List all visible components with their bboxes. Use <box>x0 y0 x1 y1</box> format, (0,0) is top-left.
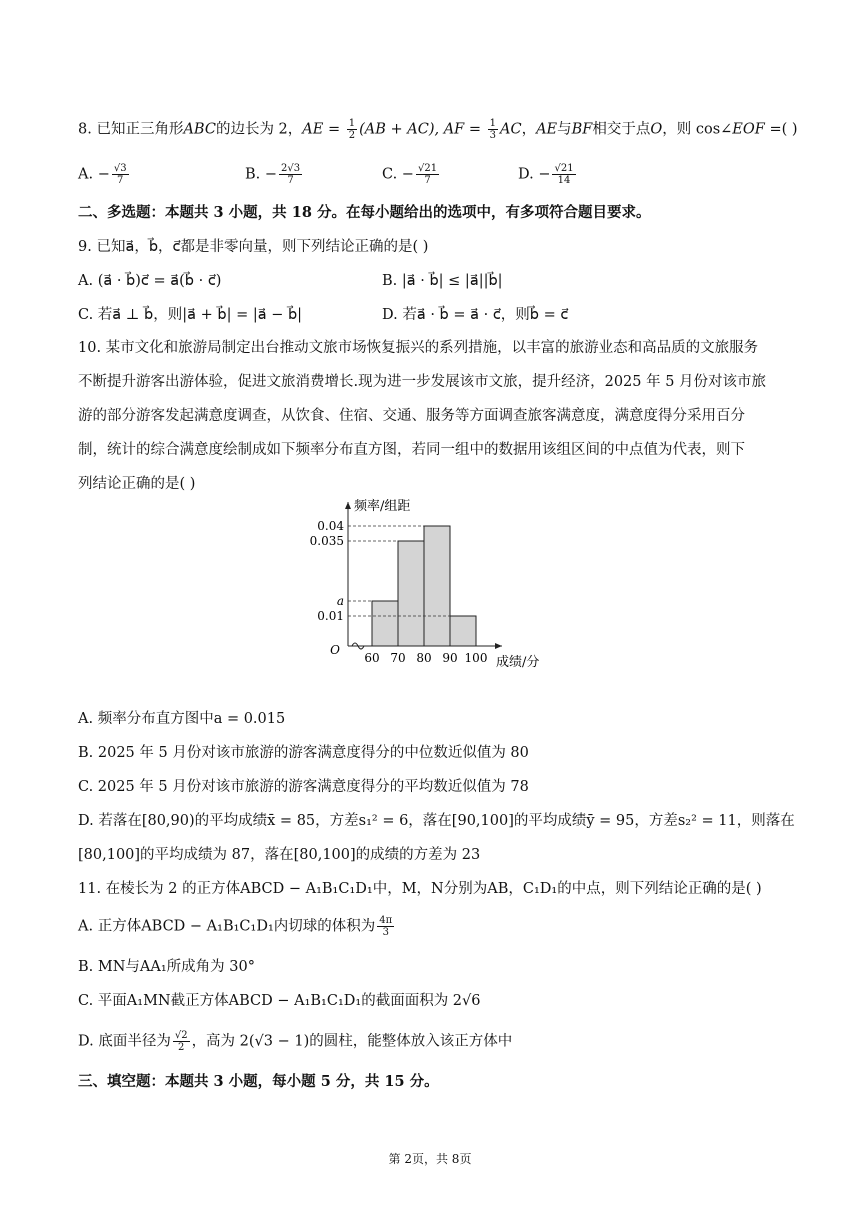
y-tick-label: 0.01 <box>317 609 344 623</box>
q8-text: 的边长为 2， <box>215 121 303 138</box>
frac-den: 3 <box>489 130 496 141</box>
q8-stem <box>78 118 798 141</box>
q9-option-a[interactable]: A. (a⃗ · b⃗)c⃗ = a⃗(b⃗ · c⃗) <box>78 273 222 289</box>
frac-den: 2 <box>178 1042 185 1053</box>
q11-option-a[interactable] <box>78 915 396 938</box>
x-tick-label: 80 <box>416 651 432 665</box>
frac-den: 7 <box>117 175 124 186</box>
q8-fraction <box>488 118 498 141</box>
q8-text: 相交于点 <box>592 121 651 138</box>
q8-text: ， <box>521 121 537 138</box>
frac-den: 7 <box>287 175 294 186</box>
q10-option-d-continued: [80,100]的平均成绩为 87，落在[80,100]的成绩的方差为 23 <box>78 847 481 863</box>
q8-math: (AB + AC), AF = <box>359 121 486 138</box>
q11-option-c[interactable]: C. 平面A₁MN截正方体ABCD − A₁B₁C₁D₁的截面面积为 2√6 <box>78 993 481 1009</box>
q9-option-c[interactable]: C. 若a⃗ ⊥ b⃗，则|a⃗ + b⃗| = |a⃗ − b⃗| <box>78 307 303 323</box>
option-label: C. − <box>382 166 414 183</box>
q8-math: AE = <box>302 121 345 138</box>
frac-num: √21 <box>554 163 574 174</box>
frac-num: 2√3 <box>281 163 301 174</box>
q8-option-d[interactable] <box>518 163 578 186</box>
frac-num: 1 <box>348 118 356 129</box>
option-text: ，高为 2(√3 − 1)的圆柱，能整体放入该正方体中 <box>191 1033 513 1050</box>
x-tick-label: 90 <box>442 651 458 665</box>
x-tick-label: 70 <box>390 651 406 665</box>
q10-option-c[interactable]: C. 2025 年 5 月份对该市旅游的游客满意度得分的平均数近似值为 78 <box>78 779 529 795</box>
q9-option-d[interactable]: D. 若a⃗ · b⃗ = a⃗ · c⃗，则b⃗ = c⃗ <box>382 307 569 323</box>
option-label: D. − <box>518 166 551 183</box>
option-fraction <box>173 1030 190 1053</box>
q8-math: ABC <box>183 121 216 138</box>
frac-den: 2 <box>348 130 356 141</box>
q8-text: ，则 cos∠ <box>662 121 733 138</box>
q8-math: O <box>650 121 663 138</box>
option-label: A. − <box>78 166 110 183</box>
option-fraction <box>377 915 394 938</box>
q11-stem: 11. 在棱长为 2 的正方体ABCD − A₁B₁C₁D₁中，M，N分别为AB，C₁D₁的中点，则下列结论正确的是( ) <box>78 881 762 897</box>
option-label: B. − <box>245 166 278 183</box>
origin-label: O <box>330 643 340 657</box>
q8-text: 与 <box>557 121 572 138</box>
y-axis-title: 频率/组距 <box>354 499 411 514</box>
q8-option-b[interactable] <box>245 163 304 186</box>
option-fraction <box>279 163 302 186</box>
histogram-bar <box>372 601 398 646</box>
section-3-heading: 三、填空题：本题共 3 小题，每小题 5 分，共 15 分。 <box>78 1073 439 1090</box>
q11-option-b[interactable]: B. MN与AA₁所成角为 30° <box>78 959 255 975</box>
q10-stem-line-2: 不断提升游客出游体验，促进文旅消费增长.现为进一步发展该市文旅，提升经济，2025 年 5 月份对该市旅 <box>78 374 767 390</box>
q8-fraction <box>347 118 357 141</box>
q8-math: BF <box>571 121 593 138</box>
q8-text: 8. 已知正三角形 <box>78 121 184 138</box>
histogram-bar <box>450 616 476 646</box>
q10-stem-line-5: 列结论正确的是( ) <box>78 476 196 492</box>
option-fraction <box>552 163 575 186</box>
q11-option-d[interactable] <box>78 1030 512 1053</box>
option-text: D. 底面半径为 <box>78 1033 171 1050</box>
q10-stem-line-1: 10. 某市文化和旅游局制定出台推动文旅市场恢复振兴的系列措施，以丰富的旅游业态和高品质的文旅服务 <box>78 340 759 356</box>
q8-math: EOF <box>732 121 765 138</box>
q8-text: =( ) <box>764 121 798 138</box>
y-tick-label: 0.035 <box>309 534 344 548</box>
q9-option-b[interactable]: B. |a⃗ · b⃗| ≤ |a⃗||b⃗| <box>382 273 503 289</box>
histogram-bar <box>424 526 450 646</box>
y-axis-arrow <box>345 502 351 509</box>
x-tick-label: 100 <box>464 651 488 665</box>
x-tick-label: 60 <box>364 651 380 665</box>
q8-math: AC <box>499 121 522 138</box>
page-footer: 第 2页，共 8页 <box>388 1152 472 1166</box>
x-axis-arrow <box>495 643 502 649</box>
y-tick-label: a <box>336 594 344 608</box>
q10-option-a[interactable]: A. 频率分布直方图中a = 0.015 <box>78 711 286 727</box>
frac-num: 1 <box>489 118 496 129</box>
q10-stem-line-4: 制，统计的综合满意度绘制成如下频率分布直方图，若同一组中的数据用该组区间的中点值为代表，则下 <box>78 442 745 458</box>
frac-num: √21 <box>417 163 438 174</box>
frac-num: 4π <box>379 915 393 926</box>
q10-stem-line-3: 游的部分游客发起满意度调查，从饮食、住宿、交通、服务等方面调查旅客满意度，满意度得分采用百分 <box>78 408 745 424</box>
q10-option-b[interactable]: B. 2025 年 5 月份对该市旅游的游客满意度得分的中位数近似值为 80 <box>78 745 529 761</box>
option-fraction <box>112 163 129 186</box>
q10-option-d[interactable]: D. 若落在[80,90)的平均成绩x̄ = 85，方差s₁² = 6，落在[90,100]的平均成绩ȳ = 95，方差s₂² = 11，则落在 <box>78 813 795 829</box>
frequency-histogram <box>290 490 580 680</box>
q8-option-c[interactable] <box>382 163 441 186</box>
frac-den: 7 <box>424 175 431 186</box>
y-tick-label: 0.04 <box>317 519 344 533</box>
frac-num: √2 <box>174 1030 188 1041</box>
histogram-bar <box>398 541 424 646</box>
x-axis-title: 成绩/分 <box>496 655 540 670</box>
section-2-heading: 二、多选题：本题共 3 小题，共 18 分。在每小题给出的选项中，有多项符合题目要求。 <box>78 204 651 221</box>
frac-den: 3 <box>382 927 389 938</box>
q9-stem: 9. 已知a⃗，b⃗，c⃗都是非零向量，则下列结论正确的是( ) <box>78 239 429 255</box>
q8-option-a[interactable] <box>78 163 131 186</box>
frac-num: √3 <box>113 163 127 174</box>
option-fraction <box>416 163 439 186</box>
option-text: A. 正方体ABCD − A₁B₁C₁D₁内切球的体积为 <box>78 918 376 935</box>
q8-math: AE <box>536 121 558 138</box>
frac-den: 14 <box>557 175 571 186</box>
